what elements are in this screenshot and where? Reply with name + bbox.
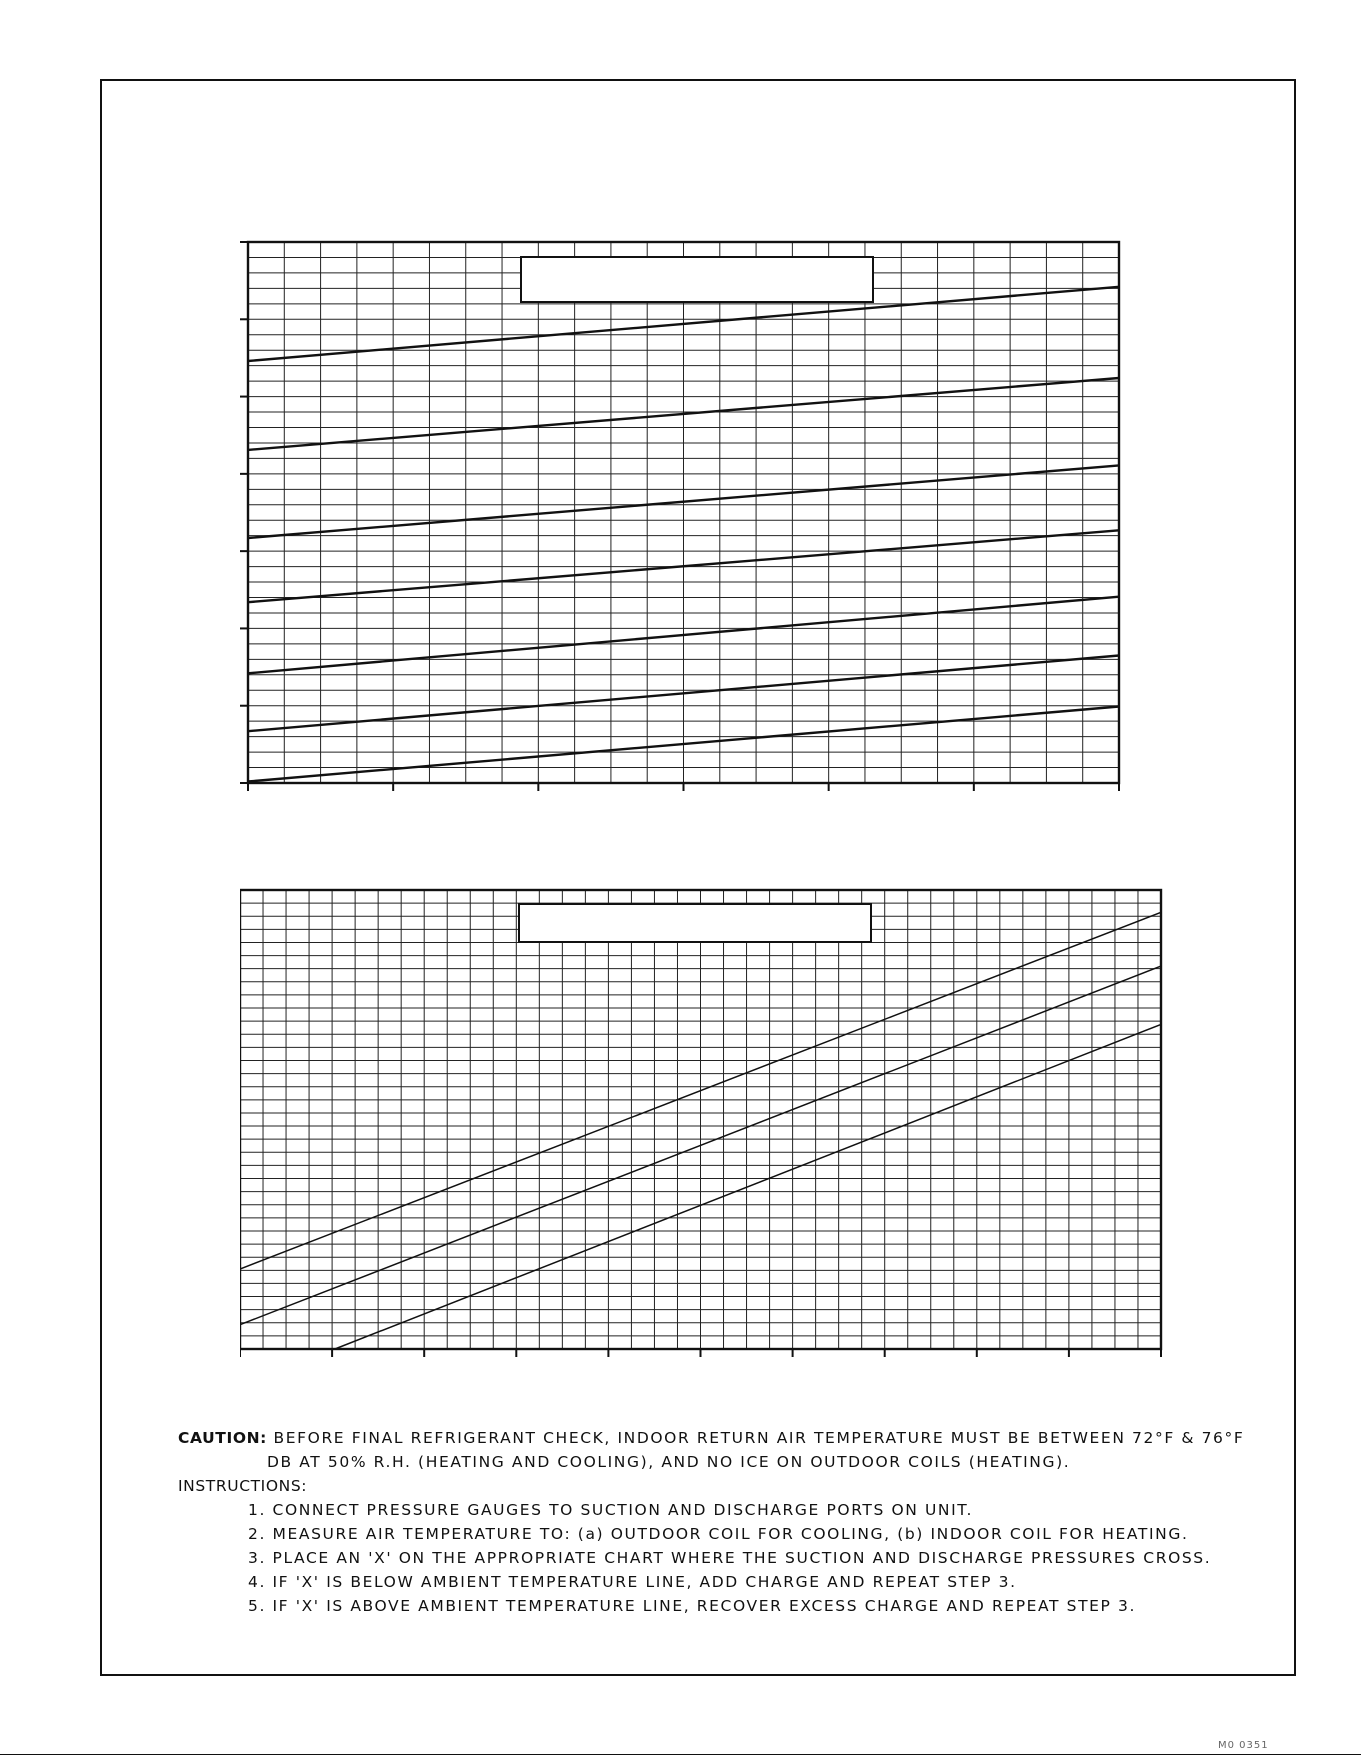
instruction-step: 4. IF 'X' IS BELOW AMBIENT TEMPERATURE LINE, ADD CHARGE AND REPEAT STEP 3. (248, 1573, 1017, 1591)
instruction-step: 2. MEASURE AIR TEMPERATURE TO: (a) OUTDOOR COIL FOR COOLING, (b) INDOOR COIL FOR HEATING. (248, 1525, 1189, 1543)
cooling-chart (240, 240, 1130, 800)
chart-title-box-bottom (518, 903, 872, 943)
instruction-step: 5. IF 'X' IS ABOVE AMBIENT TEMPERATURE LINE, RECOVER EXCESS CHARGE AND REPEAT STEP 3. (248, 1597, 1136, 1615)
charging-notes (178, 1426, 1298, 1618)
instructions-title: INSTRUCTIONS: (178, 1477, 308, 1495)
footer-rule (0, 1754, 1361, 1755)
instruction-step: 3. PLACE AN 'X' ON THE APPROPRIATE CHART WHERE THE SUCTION AND DISCHARGE PRESSURES CROSS. (248, 1549, 1212, 1567)
chart-title-box-top (520, 256, 874, 303)
bottom-chart-series-line-3 (335, 1024, 1161, 1349)
caution-text-line1: BEFORE FINAL REFRIGERANT CHECK, INDOOR RETURN AIR TEMPERATURE MUST BE BETWEEN 72°F & 76°F (273, 1429, 1245, 1447)
caution-text-line2: DB AT 50% R.H. (HEATING AND COOLING), AND NO ICE ON OUTDOOR COILS (HEATING). (267, 1453, 1071, 1471)
heating-chart (240, 888, 1180, 1368)
footer-code: M0 0351 (1218, 1740, 1269, 1751)
instruction-step: 1. CONNECT PRESSURE GAUGES TO SUCTION AND DISCHARGE PORTS ON UNIT. (248, 1501, 974, 1519)
caution-label: CAUTION: (178, 1429, 267, 1447)
